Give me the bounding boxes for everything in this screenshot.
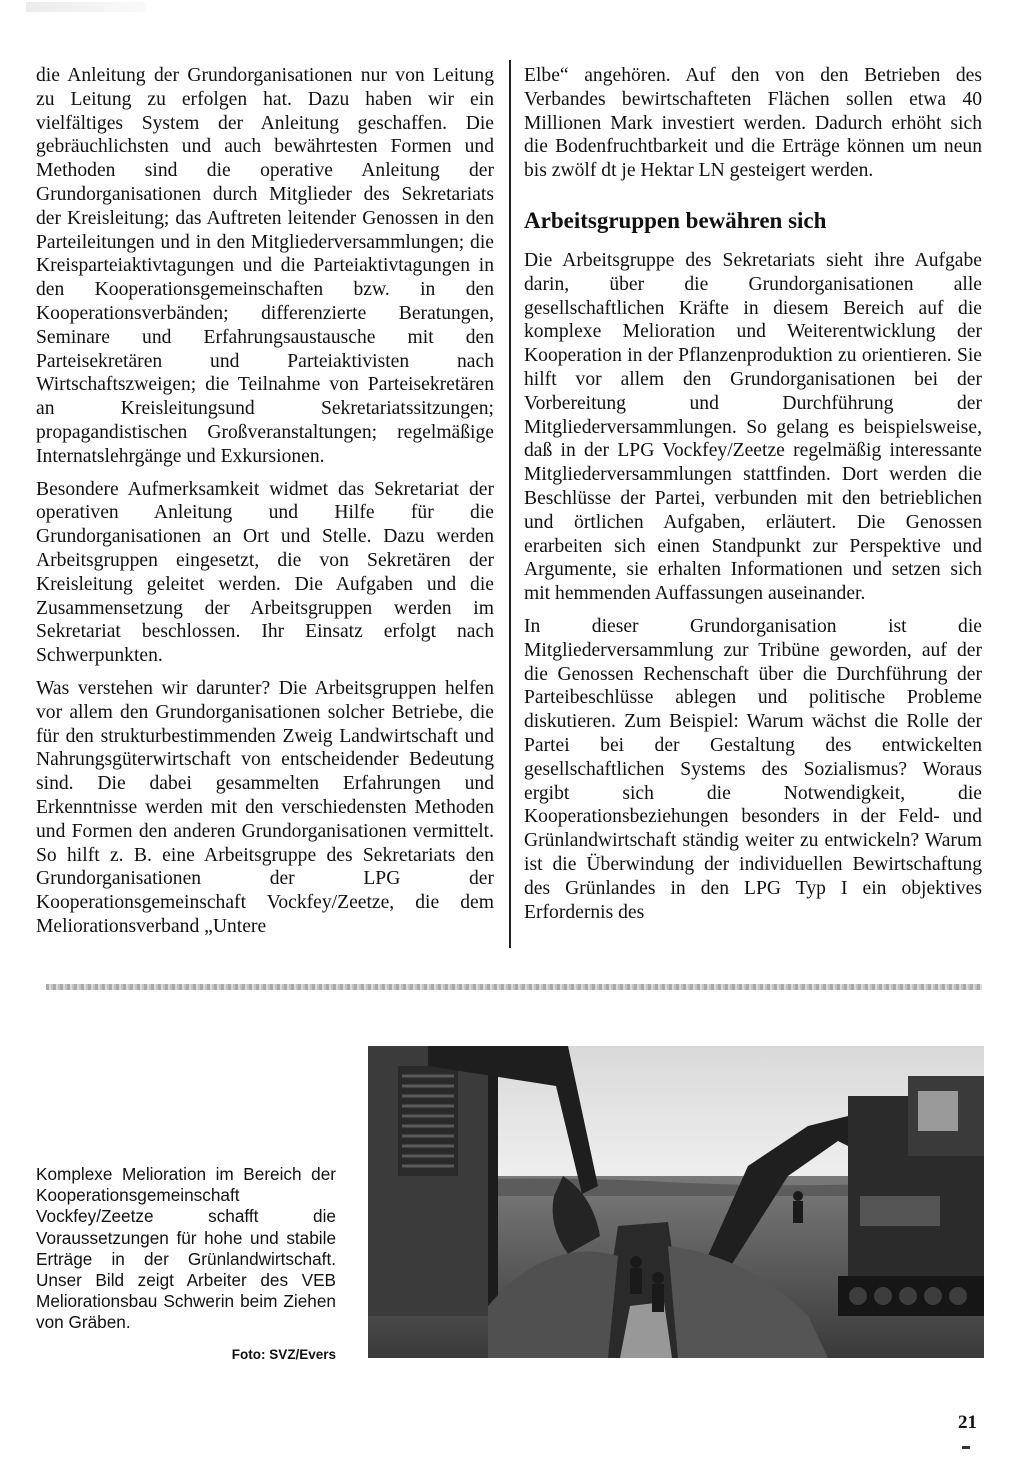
excavator-photo xyxy=(368,1046,984,1358)
right-column xyxy=(524,64,982,933)
paragraph-4: Die Arbeitsgruppe des Sekretariats sieht ihre Aufgabe darin, über die Grundorganisationen alle gesellschaftlichen Kräfte in diesem Bereich auf die komplexe Melioration und Weiterentwicklung der Kooperation in der Pflanzenproduktion zu orientieren. Sie hilft vor allem den Grundorganisationen bei der Vorbereitung und Durchführung der Mitgliederversammlungen. So gelang es beispielsweise, daß in der LPG Vockfey/Zeetze regelmäßig interessante Mitgliederversammlungen stattfinden. Dort werden die Beschlüsse der Partei, verbunden mit den betrieblichen und örtlichen Aufgaben, erläutert. Die Genossen erarbeiten sich einen Standpunkt zur Perspektive und Argumente, sie erhalten Informationen und setzen sich mit hemmenden Auffassungen auseinander. xyxy=(524,249,982,605)
paragraph-5: In dieser Grundorganisation ist die Mitgliederversammlung zur Tribüne geworden, auf der die Genossen Rechenschaft über die Durchführung der Parteibeschlüsse ablegen und politische Probleme diskutieren. Zum Beispiel: Warum wächst die Rolle der Partei bei der Gestaltung des entwickelten gesellschaftlichen Systems des Sozialismus? Woraus ergibt sich die Notwendigkeit, die Kooperationsbeziehungen besonders in der Feld- und Grünlandwirtschaft ständig weiter zu entwickeln? Warum ist die Überwindung der individuellen Bewirtschaftung des Grünlandes in den LPG Typ I ein objektives Erfordernis des xyxy=(524,615,982,923)
paragraph-1: die Anleitung der Grundorganisationen nur von Leitung zu Leitung zu erfolgen hat. Dazu haben wir ein vielfältiges System der Anleitung geschaffen. Die gebräuchlichsten und auch bewährtesten Formen und Methoden sind die operative Anleitung der Grundorganisationen durch Mitglieder des Sekretariats der Kreisleitung; das Auftreten leitender Genossen in den Parteileitungen und in den Mitgliederversammlungen; die Kreisparteiaktivtagungen und die Parteiaktivtagungen in den Kooperationsgemeinschaften bzw. in den Kooperationsverbänden; differenzierte Beratungen, Seminare und Erfahrungsaustausche mit den Parteisekretären und Parteiaktivisten nach Wirtschaftszweigen; die Teilnahme von Parteisekretären an Kreisleitungsund Sekretariatssitzungen; propagandistischen Großveranstaltungen; regelmäßige Internatslehrgänge und Exkursionen. xyxy=(36,65,494,467)
paragraph-2: Besondere Aufmerksamkeit widmet das Sekretariat der operativen Anleitung und Hilfe für die Grundorganisationen an Ort und Stelle. Dazu werden Arbeitsgruppen eingesetzt, die von Sekretären der Kreisleitung geleitet werden. Die Aufgaben und die Zusammensetzung der Arbeitsgruppen werden im Sekretariat beschlossen. Ihr Einsatz erfolgt nach Schwerpunkten. xyxy=(36,478,494,667)
section-divider xyxy=(46,984,982,990)
photo-caption: Komplexe Melioration im Bereich der Kooperationsgemeinschaft Vockfey/Zeetze schafft die Voraussetzungen für hohe und stabile Erträge in der Grünlandwirtschaft. Unser Bild zeigt Arbeiter des VEB Meliorationsbau Schwerin beim Ziehen von Gräben. xyxy=(36,1164,336,1333)
column-divider xyxy=(509,60,511,948)
scan-smudge xyxy=(26,2,146,12)
continuation-paragraph: Elbe“ angehören. Auf den von den Betrieben des Verbandes bewirtschafteten Flächen sollen etwa 40 Millionen Mark investiert werden. Dadurch erhöht sich die Bodenfruchtbarkeit und die Erträge können um neun bis zwölf dt je Hektar LN gesteigert werden. xyxy=(524,65,982,182)
section-heading: Arbeitsgruppen bewähren sich xyxy=(524,207,827,233)
photo-illustration xyxy=(368,1046,984,1358)
page-number: 21 xyxy=(958,1412,977,1433)
corner-mark xyxy=(962,1446,970,1449)
paragraph-3: Was verstehen wir darunter? Die Arbeitsgruppen helfen vor allem den Grundorganisationen solcher Betriebe, die für den strukturbestimmenden Zweig Landwirtschaft und Nahrungsgüterwirtschaft von entscheidender Bedeutung sind. Die dabei gesammelten Erfahrungen und Erkenntnisse werden mit den verschiedensten Methoden und Formen den anderen Grundorganisationen vermittelt. So hilft z. B. eine Arbeitsgruppe des Sekretariats den Grundorganisationen der LPG der Kooperationsgemeinschaft Vockfey/Zeetze, die dem Meliorationsverband „Untere xyxy=(36,677,494,937)
left-column xyxy=(36,64,494,948)
photo-credit: Foto: SVZ/Evers xyxy=(231,1347,336,1362)
